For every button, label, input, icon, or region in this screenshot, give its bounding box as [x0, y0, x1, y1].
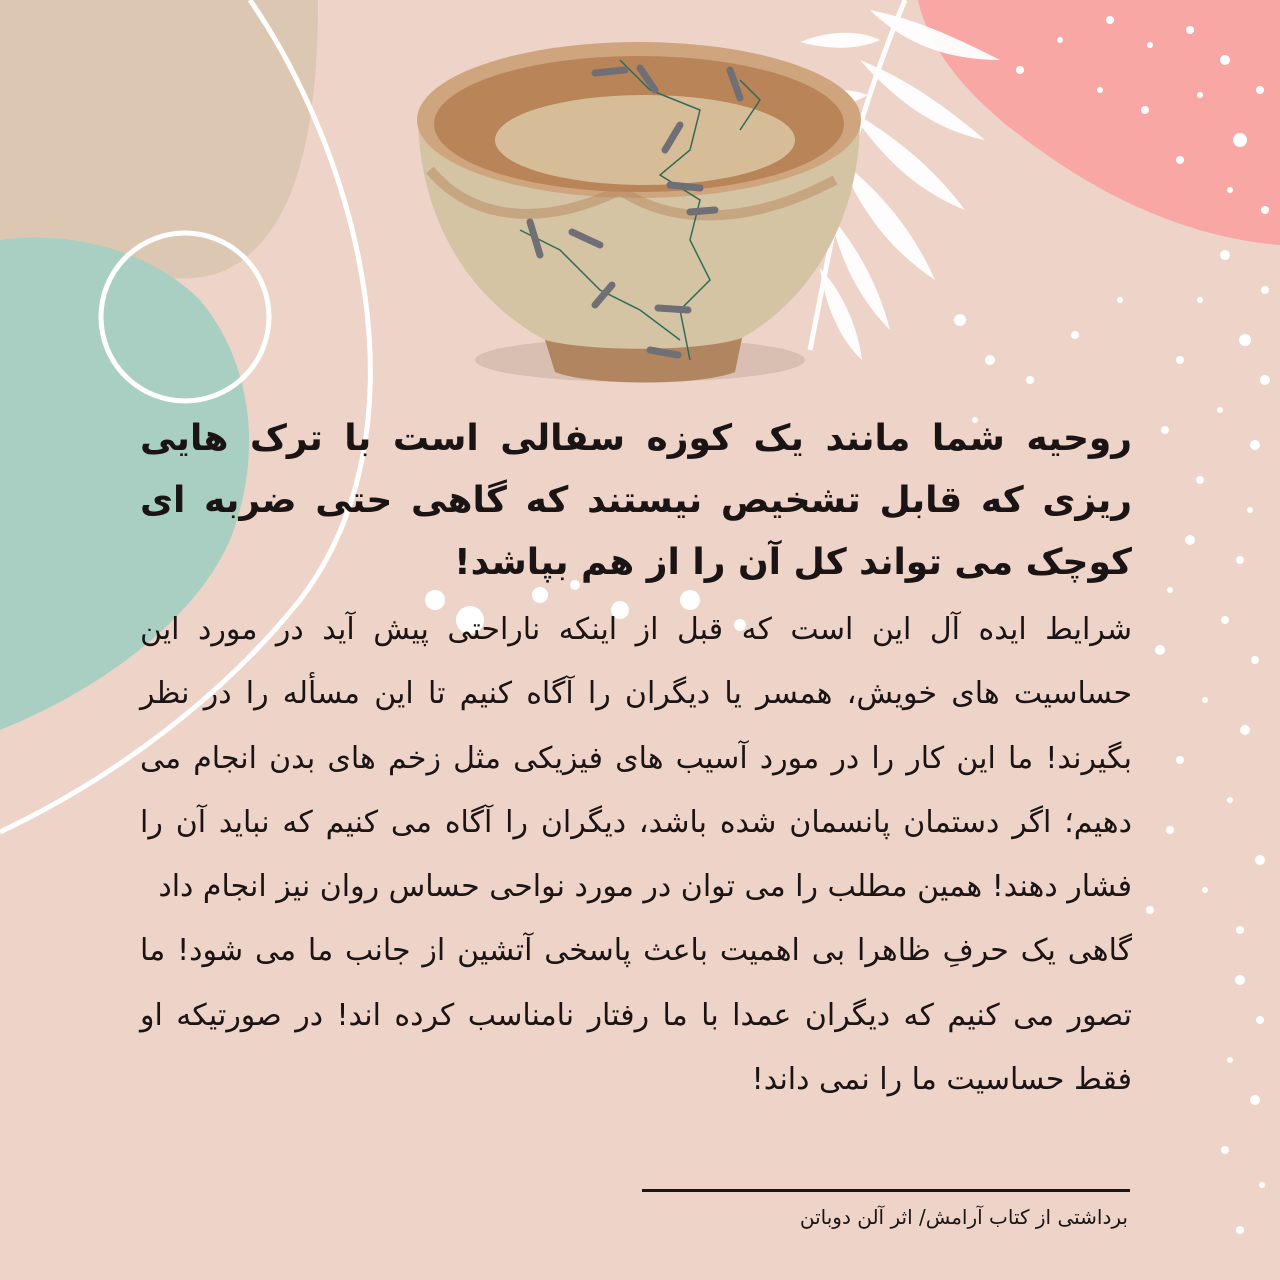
cracked-clay-bowl-icon [417, 42, 861, 383]
body-paragraph-2: گاهی یک حرفِ ظاهرا بی اهمیت باعث پاسخی آتشین از جانب ما می شود! ما تصور می کنیم که دیگران عمدا با ما رفتار نامناسب کرده اند! در صورتیکه او فقط حساسیت ما را نمی داند! [140, 933, 1132, 1098]
pink-blob [918, 0, 1280, 245]
body-text [140, 598, 1132, 1112]
divider [642, 1189, 1130, 1192]
body-paragraph-1: شرایط ایده آل این است که قبل از اینکه ناراحتی پیش آید در مورد این حساسیت های خویش، همسر یا دیگران را آگاه کنیم تا این مسأله را در نظر بگیرند! ما این کار را در مورد آسیب های فیزیکی مثل زخم های بدن انجام می دهیم؛ اگر دستمان پانسمان شده باشد، دیگران را آگاه می کنیم که نباید آن را فشار دهند! همین مطلب را می توان در مورد نواحی حساس روان نیز انجام داد [140, 612, 1132, 905]
headline: روحیه شما مانند یک کوزه سفالی است با ترک هایی ریزی که قابل تشخیص نیستند که گاهی حتی ضربه ای کوچک می تواند کل آن را از هم بپاشد! [140, 418, 1132, 583]
source-credit: برداشتی از کتاب آرامش/ اثر آلن دوباتن [799, 1205, 1128, 1229]
